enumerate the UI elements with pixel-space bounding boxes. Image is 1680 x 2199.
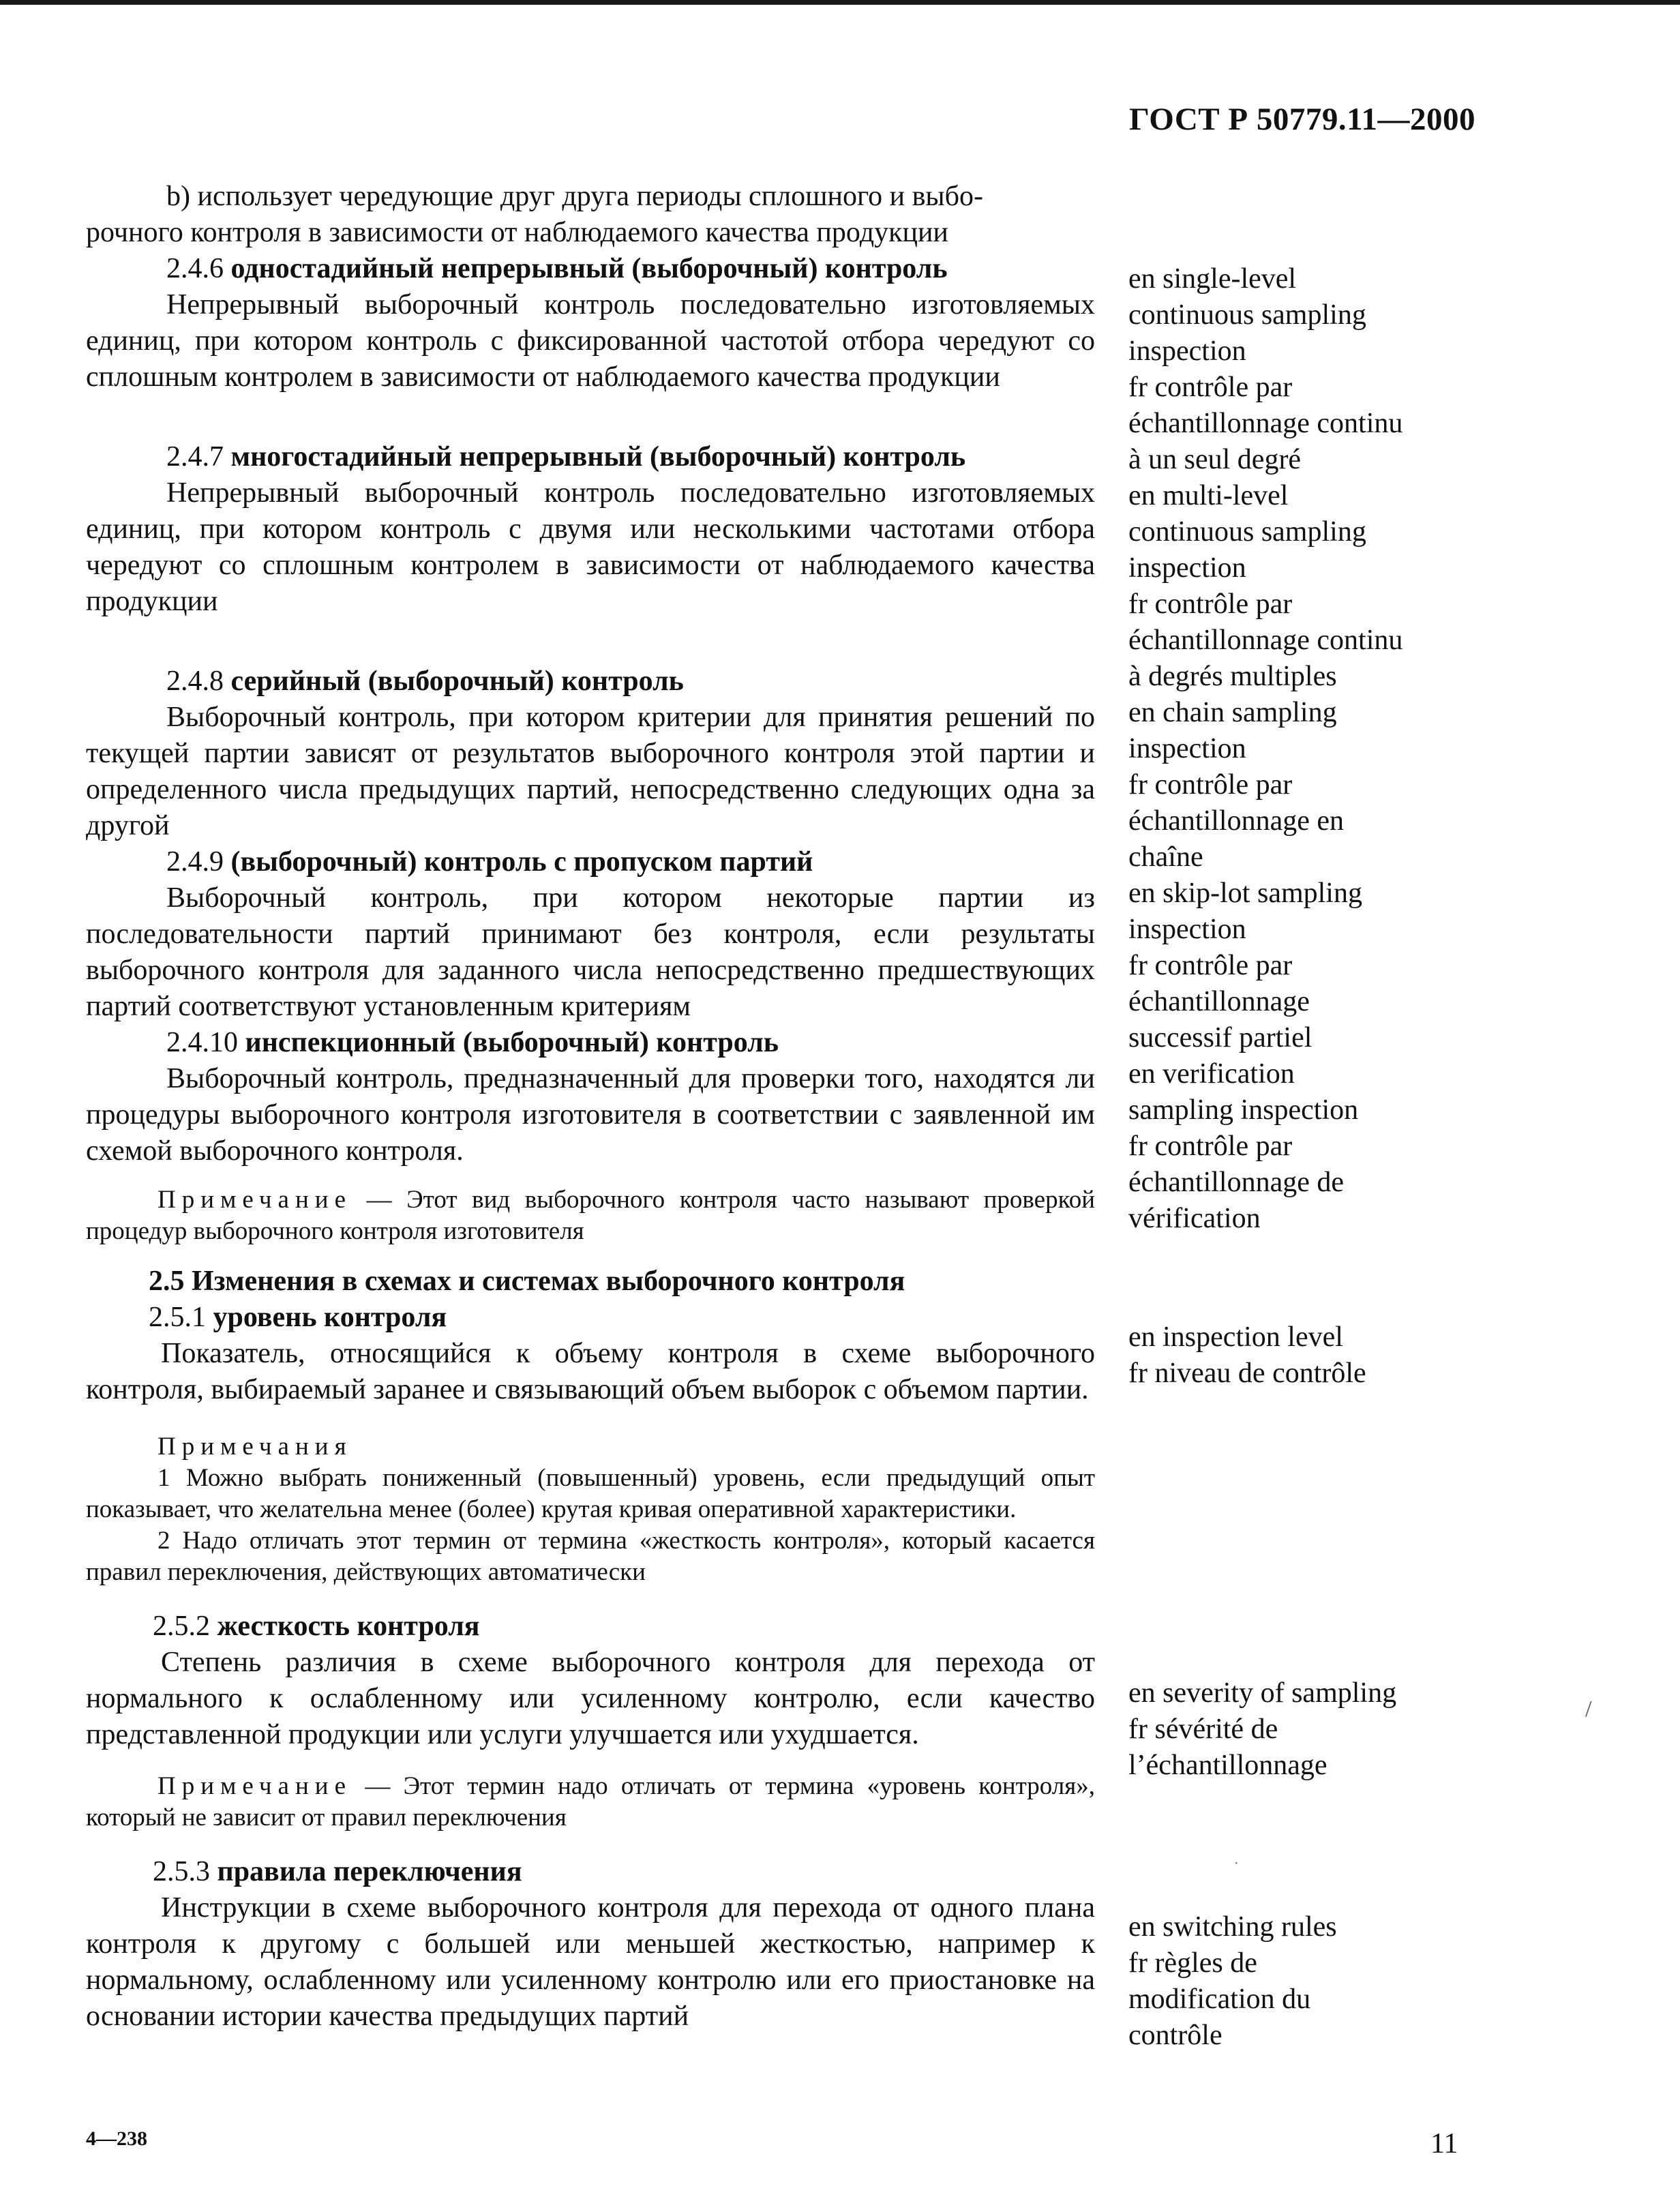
equivalent-line: fr contrôle par [1128,950,1293,981]
equivalent-line: en multi-level [1128,480,1289,511]
equivalent-line: en inspection level [1128,1321,1343,1353]
term-number: 2.4.6 [166,253,224,284]
equivalent-line: fr sévérité de [1128,1714,1278,1745]
equivalent-line: contrôle [1128,2020,1222,2051]
note-text: — Этот вид выборочного контроля часто называют проверкой процедур выборочного контроля изготовителя [86,1186,1096,1245]
equivalents-2-4-6 [1128,261,1510,478]
equivalent-line: en switching rules [1128,1911,1337,1943]
equivalent-line: inspection [1128,335,1246,367]
intro-line-1: b) использует чередующие друг друга периоды сплошного и выбо- [166,181,984,212]
equivalent-line: fr niveau de contrôle [1128,1358,1366,1389]
term-2-4-6-definition: Непрерывный выборочный контроль последовательно изготовляемых единиц, при котором контроль с фиксированной частотой отбора чередуют со сплошным контролем в зависимости от наблюдаемого качества продукции [86,289,1095,393]
term-2-5-1-note-1: 1 Можно выбрать пониженный (повышенный) уровень, если предыдущий опыт показывает, что желательна менее (более) крутая кривая оперативной характеристики. [86,1464,1095,1523]
term-2-4-8-heading [166,663,1095,700]
equivalent-line: échantillonnage de [1128,1167,1345,1198]
term-number: 2.4.9 [166,846,224,878]
equivalent-line: continuous sampling [1128,516,1366,548]
equivalents-2-5-2 [1128,1675,1510,1784]
equivalent-line: fr contrôle par [1128,1131,1293,1162]
term-2-5-1-note-2: 2 Надо отличать этот термин от термина «жесткость контроля», который касается правил переключения, действующих автоматически [86,1527,1095,1586]
print-code: 4—238 [86,2127,147,2150]
term-2-5-1-notes-label: Примечания [158,1433,352,1461]
equivalent-line: en severity of sampling [1128,1677,1397,1709]
term-2-5-1-heading [149,1300,1095,1336]
term-2-4-9-heading [166,844,1095,880]
scan-top-border [0,0,1680,5]
equivalents-2-4-10 [1128,1056,1510,1237]
equivalent-line: en chain sampling [1128,697,1337,728]
equivalent-line: fr contrôle par [1128,372,1293,403]
main-text-column [86,179,1095,2035]
equivalent-line: échantillonnage continu [1128,408,1403,439]
equivalent-line: en single-level [1128,263,1297,295]
term-2-4-10-note [86,1184,1095,1247]
equivalent-line: sampling inspection [1128,1094,1359,1126]
intro-line-2: рочного контроля в зависимости от наблюдаемого качества продукции [86,217,948,248]
note-text: — Этот термин надо отличать от термина «уровень контроля», который не зависит от правил переключения [86,1772,1096,1831]
term-title: серийный (выборочный) контроль [230,665,684,697]
equivalent-line: inspection [1128,733,1246,764]
term-number: 2.5.2 [153,1611,210,1642]
equivalents-2-5-3 [1128,1909,1510,2054]
term-number: 2.5.3 [153,1856,210,1887]
term-2-4-6-heading [166,251,1095,287]
term-title: инспекционный (выборочный) контроль [245,1027,779,1058]
equivalent-line: échantillonnage [1128,986,1310,1017]
term-title: (выборочный) контроль с пропуском партий [230,846,813,878]
equivalent-line: fr contrôle par [1128,588,1293,620]
equivalent-line: à degrés multiples [1128,661,1337,692]
scan-speck: / [1585,1696,1592,1722]
equivalent-line: chaîne [1128,841,1203,873]
equivalent-line: l’échantillonnage [1128,1750,1328,1781]
term-2-5-3-heading [153,1854,1095,1890]
equivalent-line: successif partiel [1128,1022,1312,1053]
term-2-4-8-definition: Выборочный контроль, при котором критерии для принятия решений по текущей партии зависят от результатов выборочного контроля этой партии и определенного числа предыдущих партий, непосредственно следующих одна за другой [86,702,1095,841]
equivalent-line: en verification [1128,1058,1295,1090]
equivalent-line: à un seul degré [1128,444,1302,475]
equivalent-line: fr contrôle par [1128,769,1293,801]
term-2-4-10-heading [166,1025,1095,1061]
term-number: 2.4.7 [166,441,224,473]
term-title: одностадийный непрерывный (выборочный) контроль [230,253,948,284]
term-title: жесткость контроля [217,1611,480,1642]
equivalent-line: en skip-lot sampling [1128,878,1362,909]
term-number: 2.4.10 [166,1027,238,1058]
equivalents-2-4-9 [1128,876,1510,1056]
term-2-4-7-heading [166,439,1095,475]
term-title: многостадийный непрерывный (выборочный) контроль [230,441,966,473]
section-2-5-heading: 2.5 Изменения в схемах и системах выборочного контроля [149,1266,905,1297]
term-2-5-1-definition: Показатель, относящийся к объему контроля в схеме выборочного контроля, выбираемый заранее и связывающий объем выборок с объемом партии. [86,1338,1095,1405]
term-2-5-2-definition: Степень различия в схеме выборочного контроля для перехода от нормального к ослабленному или усиленному контролю, если качество представленной продукции или услуги улучшается или ухудшается. [86,1647,1095,1750]
equivalent-line: inspection [1128,914,1246,945]
equivalent-line: fr règles de [1128,1947,1257,1979]
equivalent-line: vérification [1128,1203,1261,1234]
term-2-4-7-definition: Непрерывный выборочный контроль последовательно изготовляемых единиц, при котором контроль с двумя или несколькими частотами отбора чередуют со сплошным контролем в зависимости от наблюдаемого качества продукции [86,477,1095,617]
scan-speck: · [1234,1856,1239,1871]
equivalent-line: continuous sampling [1128,299,1366,331]
equivalents-2-4-7 [1128,478,1510,695]
equivalent-line: échantillonnage en [1128,805,1345,837]
equivalent-line: échantillonnage continu [1128,625,1403,656]
term-2-5-3-definition: Инструкции в схеме выборочного контроля для перехода от одного плана контроля к другому с большей или меньшей жесткостью, например к нормальному, ослабленному или усиленному контролю или его приостановке на основании истории качества предыдущих партий [86,1892,1095,2032]
term-title: уровень контроля [213,1302,447,1333]
term-number: 2.5.1 [149,1302,206,1333]
term-number: 2.4.8 [166,665,224,697]
term-2-5-2-heading [153,1609,1095,1645]
note-label: Примечание [158,1772,352,1800]
equivalent-line: modification du [1128,1984,1311,2015]
equivalents-2-4-8 [1128,695,1510,876]
term-2-4-10-definition: Выборочный контроль, предназначенный для проверки того, находятся ли процедуры выборочного контроля изготовителя в соответствии с заявленной им схемой выборочного контроля. [86,1063,1095,1167]
equivalent-line: inspection [1128,552,1246,584]
equivalents-2-5-1 [1128,1319,1510,1392]
document-header: ГОСТ Р 50779.11—2000 [1128,102,1475,137]
term-title: правила переключения [217,1856,522,1887]
term-2-5-2-note [86,1771,1095,1834]
page-number: 11 [1430,2128,1458,2159]
note-label: Примечание [158,1186,352,1214]
term-2-4-9-definition: Выборочный контроль, при котором некоторые партии из последовательности партий принимают без контроля, если результаты выборочного контроля для заданного числа непосредственно предшествующих партий соответствуют установленным критериям [86,882,1095,1022]
